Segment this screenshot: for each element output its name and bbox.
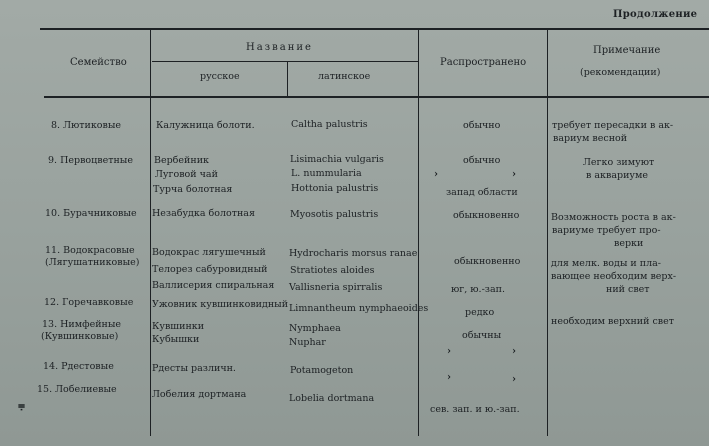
ditto-mark: › [447,346,451,357]
latin-name-cell: Potamogeton [290,365,354,376]
note-cell: Возможность роста в ак- [551,212,676,223]
latin-name-cell: Nuphar [289,337,326,348]
ditto-mark: › [512,374,516,385]
header-note-sub: (рекомендации) [580,67,661,78]
distribution-cell: юг, ю.-зап. [451,284,505,295]
latin-name-cell: Myosotis palustris [290,209,379,220]
note-cell: необходим верхний свет [551,316,675,327]
header-name: Название [246,42,313,53]
ditto-mark: › [447,372,451,383]
russian-name-cell: Телорез сабуровидный [152,264,268,275]
note-cell: вариум весной [553,133,628,144]
note-cell: требует пересадки в ак- [552,120,674,131]
header-note: Примечание [593,45,661,56]
latin-name-cell: Limnantheum nymphaeoides [289,303,429,314]
latin-name-cell: Lisimachia vulgaris [290,154,384,165]
column-rule-distribution [547,30,548,436]
family-cell: (Кувшинковые) [41,331,119,342]
name-subheader-rule [152,61,418,62]
continuation-label: Продолжение [613,9,698,20]
note-cell: для мелк. воды и пла- [551,258,662,269]
latin-name-cell: Nymphaea [289,323,341,334]
header-latin: латинское [318,71,371,82]
distribution-cell: редко [465,307,495,318]
russian-name-cell: Луговой чай [155,169,218,180]
margin-mark: ⩦ [18,398,26,412]
header-distribution: Распространено [440,57,527,68]
header-russian: русское [200,71,240,82]
family-cell: 8. Лютиковые [51,120,122,131]
russian-name-cell: Кувшинки [152,321,205,332]
family-cell: 11. Водокрасовые [45,245,135,256]
distribution-cell: сев. зап. и ю.-зап. [430,404,520,415]
latin-name-cell: L. nummularia [291,168,362,179]
latin-name-cell: Stratiotes aloides [290,265,375,276]
ditto-mark: › [512,346,516,357]
distribution-cell: обычно [463,155,501,166]
column-rule-family [150,30,151,436]
russian-name-cell: Калужница болоти. [156,120,255,131]
family-cell: 9. Первоцветные [48,155,133,166]
russian-name-cell: Турча болотная [153,184,233,195]
distribution-cell: обыкновенно [453,210,520,221]
russian-name-cell: Водокрас лягушечный [152,247,266,258]
distribution-cell: обыкновенно [454,256,521,267]
family-cell: 15. Лобелиевые [37,384,117,395]
ditto-mark: › [434,169,438,180]
russian-name-cell: Валлисерия спиральная [152,280,275,291]
russian-name-cell: Ужовник кувшинковидный [152,299,289,310]
latin-name-cell: Vallisneria spirralis [289,282,383,293]
distribution-cell: обычны [462,330,502,341]
note-cell: ний свет [606,284,650,295]
note-cell: в аквариуме [586,170,648,181]
russian-name-cell: Кубышки [152,334,200,345]
column-rule-name [418,30,419,436]
latin-name-cell: Hydrocharis morsus ranae [289,248,418,259]
note-cell: вающее необходим верх- [551,271,677,282]
family-cell: 12. Горечавковые [44,297,134,308]
russian-name-cell: Рдесты различн. [152,363,236,374]
note-cell: верки [614,238,644,249]
family-cell: 10. Бурачниковые [45,208,137,219]
russian-name-cell: Лобелия дортмана [152,389,247,400]
latin-name-cell: Hottonia palustris [291,183,379,194]
distribution-cell: обычно [463,120,501,131]
family-cell: (Лягушатниковые) [45,257,140,268]
header-family: Семейство [70,57,127,68]
family-cell: 14. Рдестовые [43,361,114,372]
russian-name-cell: Незабудка болотная [152,208,255,219]
distribution-cell: запад области [446,187,518,198]
note-cell: вариуме требует про- [552,225,661,236]
column-rule-russian-latin [287,62,288,96]
russian-name-cell: Вербейник [154,155,209,166]
header-bottom-rule [44,96,709,98]
table-top-rule [40,28,709,30]
note-cell: Легко зимуют [583,157,655,168]
latin-name-cell: Caltha palustris [291,119,368,130]
latin-name-cell: Lobelia dortmana [289,393,375,404]
ditto-mark: › [512,169,516,180]
family-cell: 13. Нимфейные [42,319,122,330]
